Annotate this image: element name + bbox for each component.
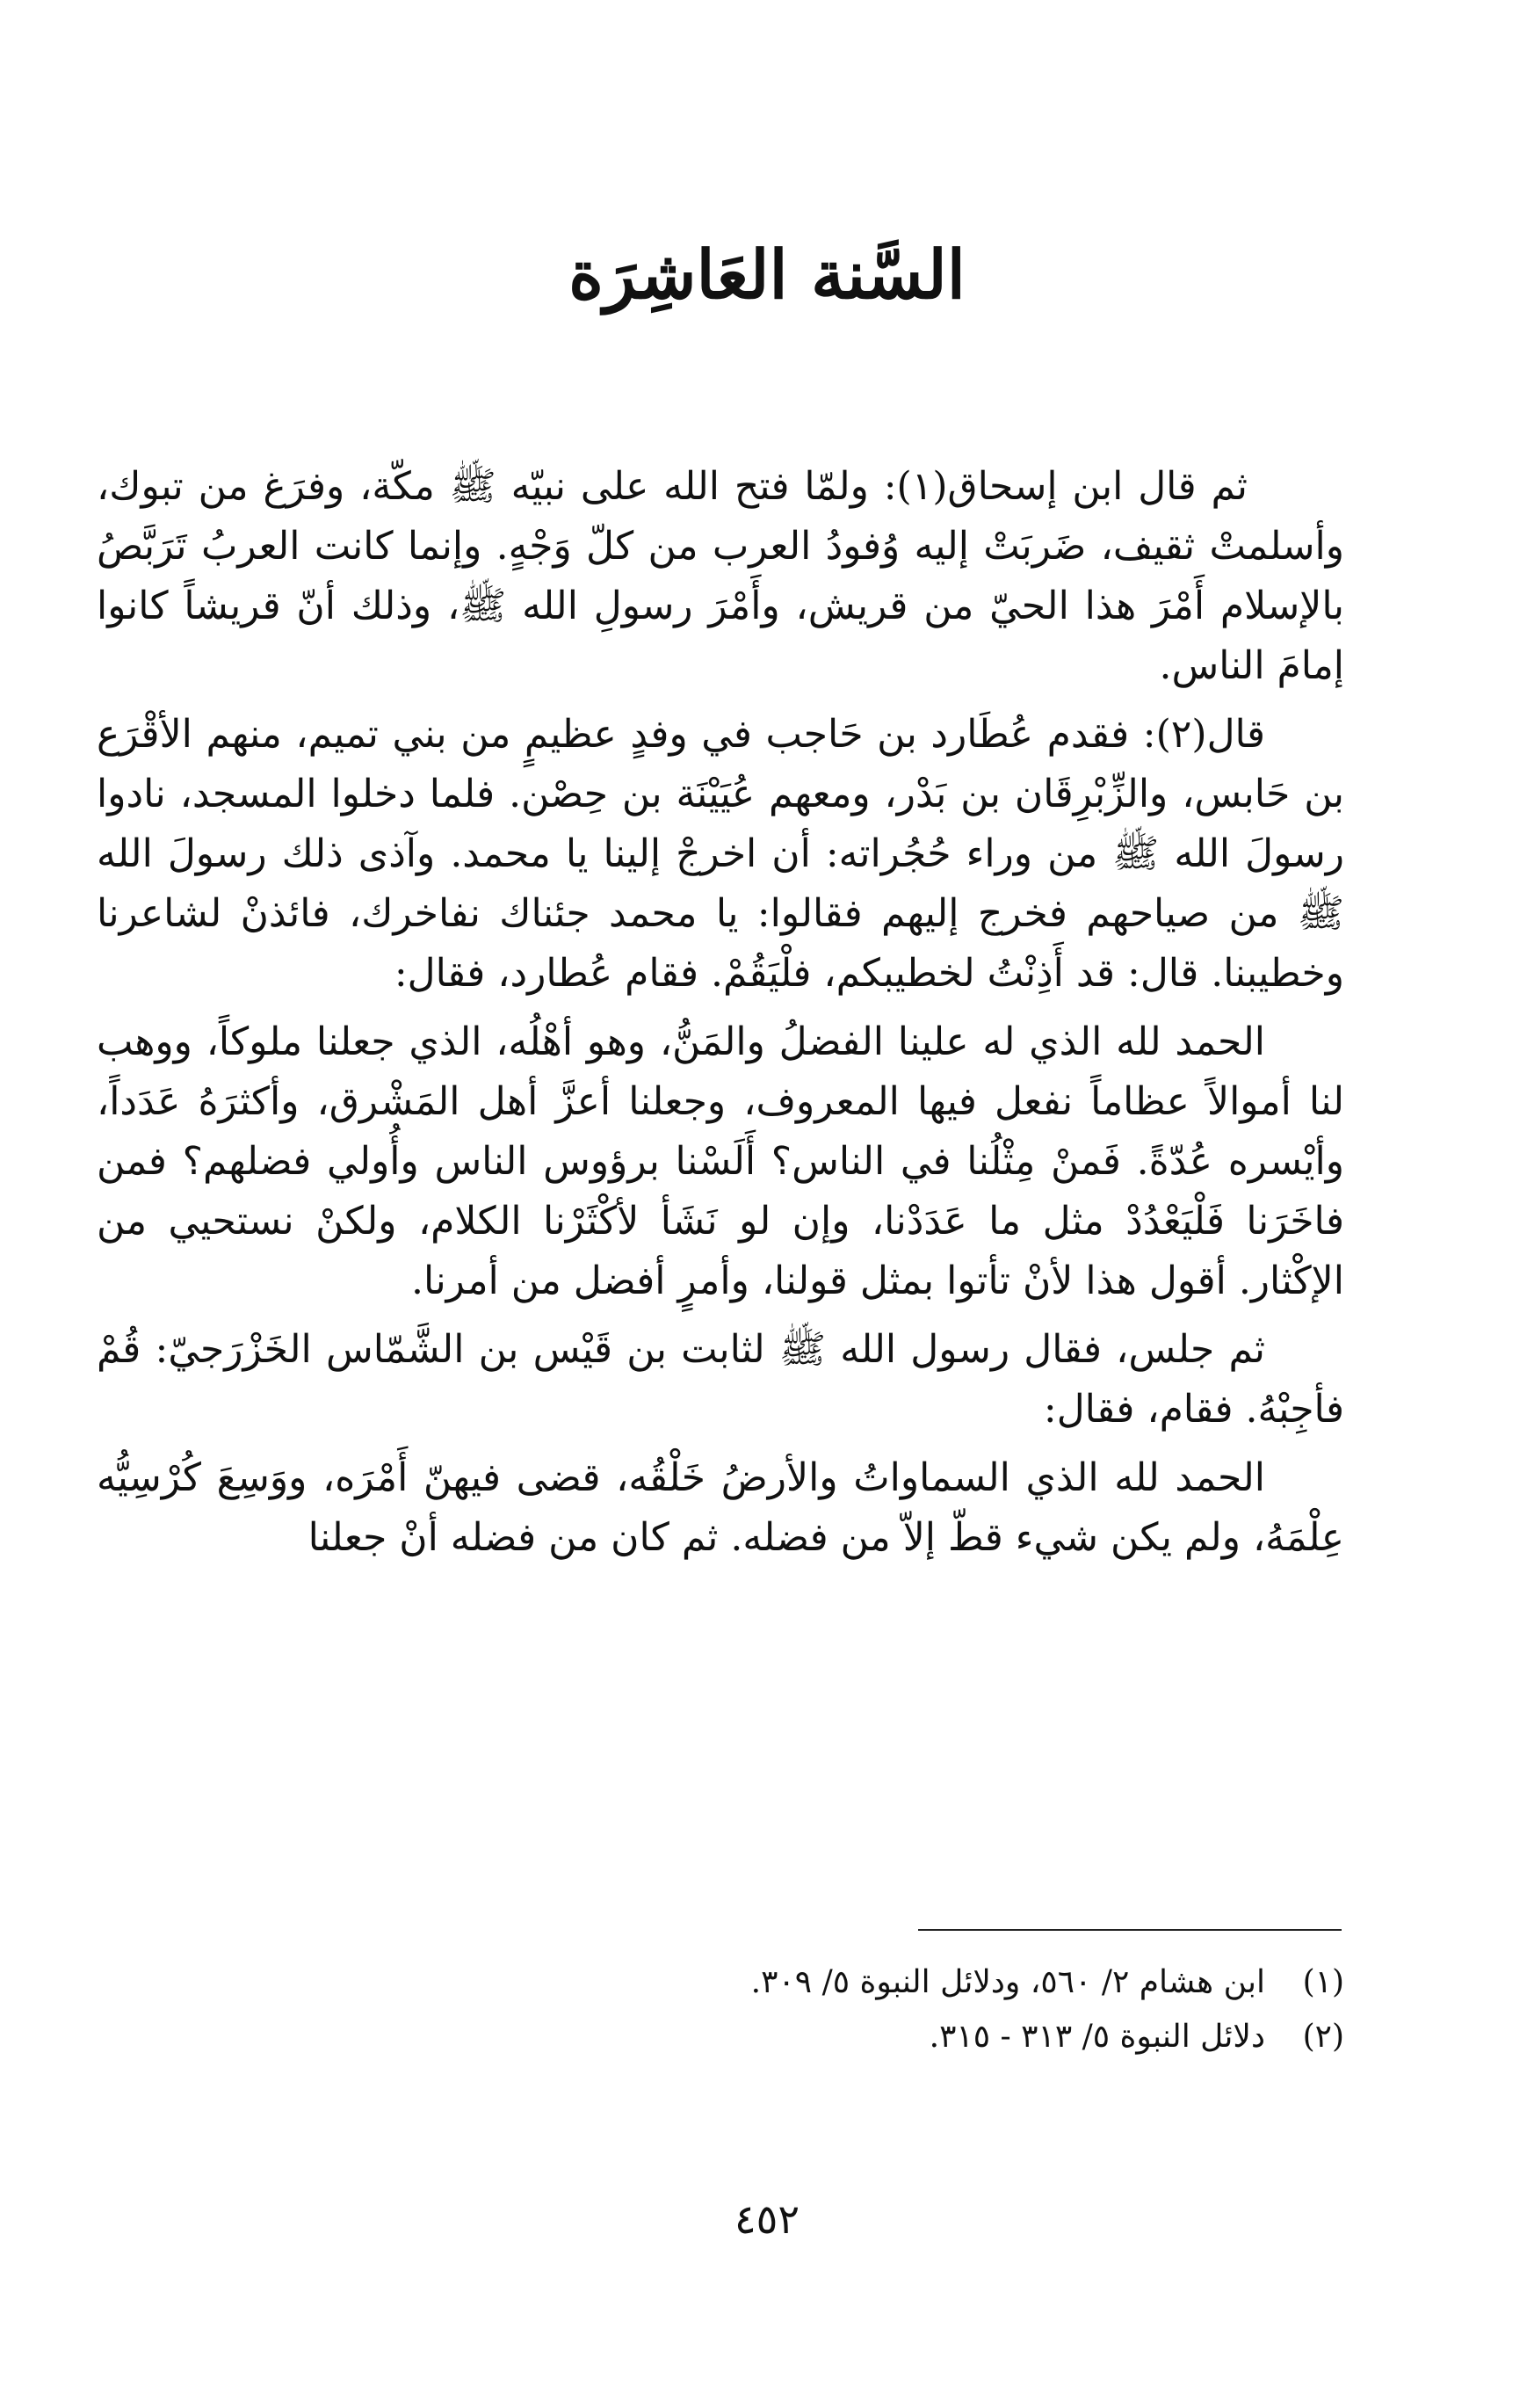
- footnote-text: دلائل النبوة ٥/ ٣١٣ - ٣١٥.: [929, 2019, 1265, 2055]
- footnotes: [97, 1955, 1344, 2064]
- paragraph-ibn-ishaq: ثم قال ابن إسحاق(١): ولمّا فتح الله على نبيّه ﷺ مكّة، وفرَغ من تبوك، وأسلمتْ ثقيف، ضَربَتْ إليه وُفودُ العرب من كلّ وَجْهٍ. وإنما كانت العربُ تَرَبَّصُ بالإسلام أَمْرَ هذا الحيّ من قريش، وأَمْرَ رسولِ الله ﷺ، وذلك أنّ قريشاً كانوا إمامَ الناس.: [97, 464, 1344, 688]
- page-number: ٤٥٢: [734, 2195, 800, 2243]
- footnote-number: (٢): [1302, 2019, 1344, 2055]
- paragraph-utarid-speech: الحمد لله الذي له علينا الفضلُ والمَنُّ، وهو أهْلُه، الذي جعلنا ملوكاً، ووهب لنا أموالاً عظاماً نفعل فيها المعروف، وجعلنا أعزَّ أهل المَشْرق، وأكثرَهُ عَدَداً، وأيْسره عُدّةً. فَمنْ مِثْلُنا في الناس؟ أَلَسْنا برؤوس الناس وأُولي فضلهم؟ فمن فاخَرَنا فَلْيَعْدُدْ مثل ما عَدَدْنا، وإن لو نَشَأ لأكْثَرْنا الكلام، ولكنْ نستحيي من الإكْثار. أقول هذا لأنْ تأتوا بمثل قولنا، وأمرٍ أفضل من أمرنا.: [97, 1019, 1344, 1303]
- paragraph-thabit-response: ثم جلس، فقال رسول الله ﷺ لثابت بن قَيْس بن الشَّمّاس الخَزْرَجيّ: قُمْ فأجِبْهُ. فقام، فقال:: [97, 1327, 1344, 1432]
- paragraph-utarid-delegation: قال(٢): فقدم عُطَارد بن حَاجب في وفدٍ عظيمٍ من بني تميم، منهم الأقْرَع بن حَابس، والزِّبْرِقَان بن بَدْر، ومعهم عُيَيْنَة بن حِصْن. فلما دخلوا المسجد، نادوا رسولَ الله ﷺ من وراء حُجُراته: أن اخرجْ إلينا يا محمد. وآذى ذلك رسولَ الله ﷺ من صياحهم فخرج إليهم فقالوا: يا محمد جئناك نفاخرك، فائذنْ لشاعرنا وخطيبنا. قال: قد أَذِنْتُ لخطيبكم، فلْيَقُمْ. فقام عُطارد، فقال:: [97, 712, 1344, 996]
- footnote-item: [97, 2010, 1344, 2064]
- paragraph-thabit-speech: الحمد لله الذي السماواتُ والأرضُ خَلْقُه، قضى فيهنّ أَمْرَه، ووَسِعَ كُرْسِيُّه عِلْمَهُ، ولم يكن شيء قطّ إلاّ من فضله. ثم كان من فضله أنْ جعلنا: [97, 1455, 1344, 1560]
- body-text: [97, 457, 1344, 1577]
- footnote-item: [97, 1955, 1344, 2010]
- footnote-text: ابن هشام ٢/ ٥٦٠، ودلائل النبوة ٥/ ٣٠٩.: [750, 1964, 1265, 2000]
- footnote-number: (١): [1302, 1964, 1344, 2000]
- chapter-title: السَّنة العَاشِرَة: [568, 236, 966, 314]
- footnote-divider: [918, 1929, 1342, 1931]
